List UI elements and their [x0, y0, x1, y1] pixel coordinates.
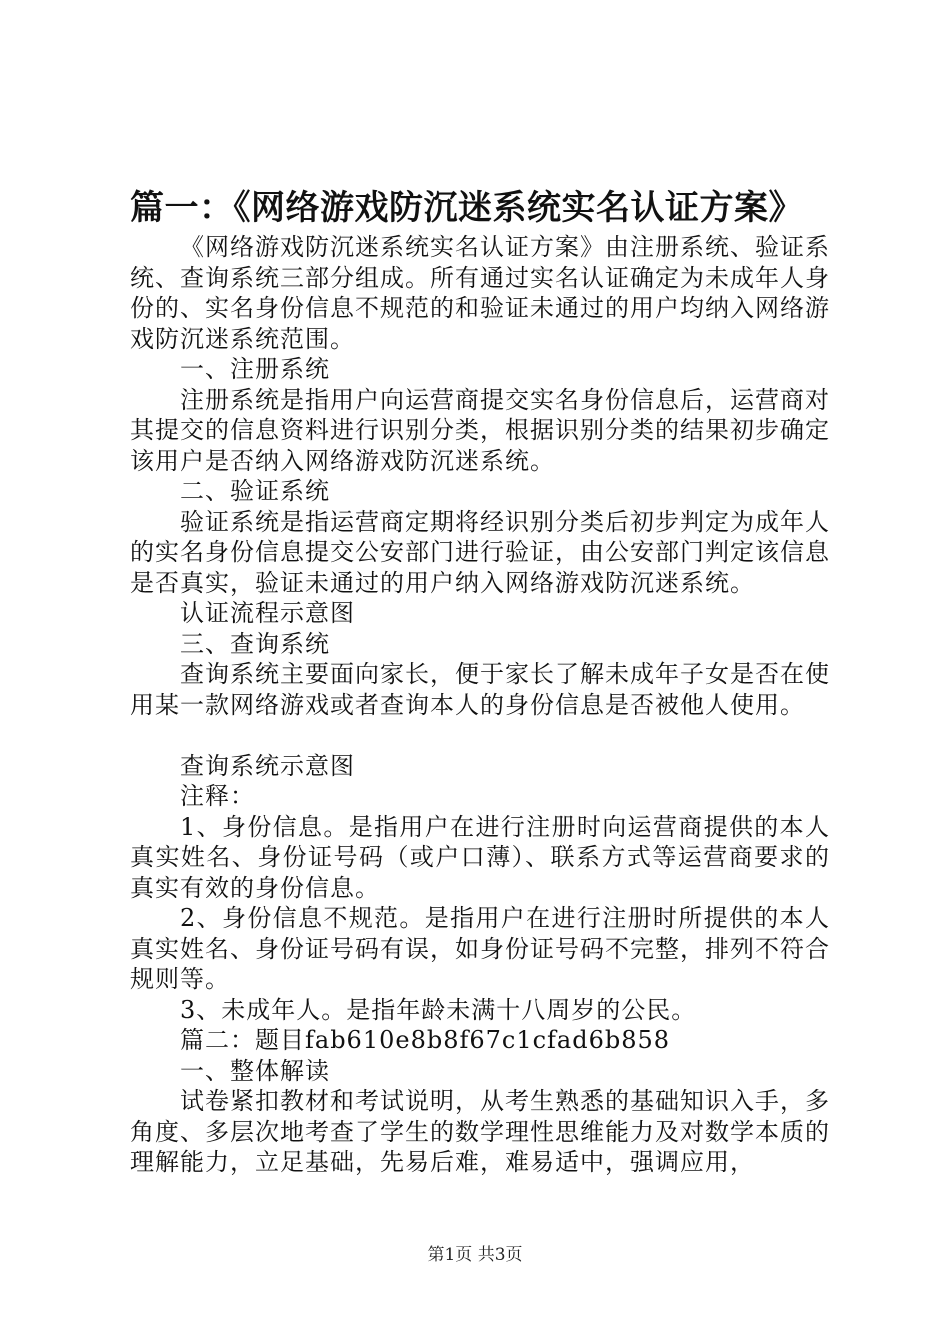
heading-verification-system: 二、验证系统	[180, 477, 330, 505]
document-body	[130, 186, 830, 1178]
paragraph-overall-interpretation: 试卷紧扣教材和考试说明，从考生熟悉的基础知识入手，多角度、多层次地考查了学生的数学理性思维能力及对数学本质的理解能力，立足基础，先易后难，难易适中，强调应用，	[130, 1087, 830, 1176]
heading-registration-system: 一、注册系统	[180, 355, 330, 383]
paragraph-intro: 《网络游戏防沉迷系统实名认证方案》由注册系统、验证系统、查询系统三部分组成。所有通过实名认证确定为未成年人身份的、实名身份信息不规范的和验证未通过的用户均纳入网络游戏防沉迷系统范围。	[130, 233, 830, 353]
note-item-2: 2、身份信息不规范。是指用户在进行注册时所提供的本人真实姓名、身份证号码有误，如身份证号码不完整，排列不符合规则等。	[130, 904, 830, 993]
caption-query-diagram: 查询系统示意图	[180, 751, 355, 780]
heading-query-system: 三、查询系统	[180, 629, 330, 658]
caption-auth-flow-diagram: 认证流程示意图	[180, 599, 355, 627]
paragraph-verification-system: 验证系统是指运营商定期将经识别分类后初步判定为成年人的实名身份信息提交公安部门进行验证，由公安部门判定该信息是否真实，验证未通过的用户纳入网络游戏防沉迷系统。	[130, 507, 830, 597]
page-footer: 第1页 共3页	[427, 1245, 523, 1265]
blank-line	[130, 720, 830, 751]
note-item-3: 3、未成年人。是指年龄未满十八周岁的公民。	[180, 995, 697, 1024]
paragraph-registration-system: 注册系统是指用户向运营商提交实名身份信息后，运营商对其提交的信息资料进行识别分类，根据识别分类的结果初步确定该用户是否纳入网络游戏防沉迷系统。	[130, 385, 830, 475]
notes-heading: 注释：	[180, 782, 255, 810]
heading-overall-interpretation: 一、整体解读	[180, 1056, 330, 1085]
document-title: 篇一：《网络游戏防沉迷系统实名认证方案》	[130, 188, 803, 228]
paragraph-query-system: 查询系统主要面向家长，便于家长了解未成年子女是否在使用某一款网络游戏或者查询本人的身份信息是否被他人使用。	[130, 660, 830, 719]
section-two-heading: 篇二：题目fab610e8b8f67c1cfad6b858	[180, 1026, 671, 1054]
note-item-1: 1、身份信息。是指用户在进行注册时向运营商提供的本人真实姓名、身份证号码（或户口薄）、联系方式等运营商要求的真实有效的身份信息。	[130, 812, 830, 902]
